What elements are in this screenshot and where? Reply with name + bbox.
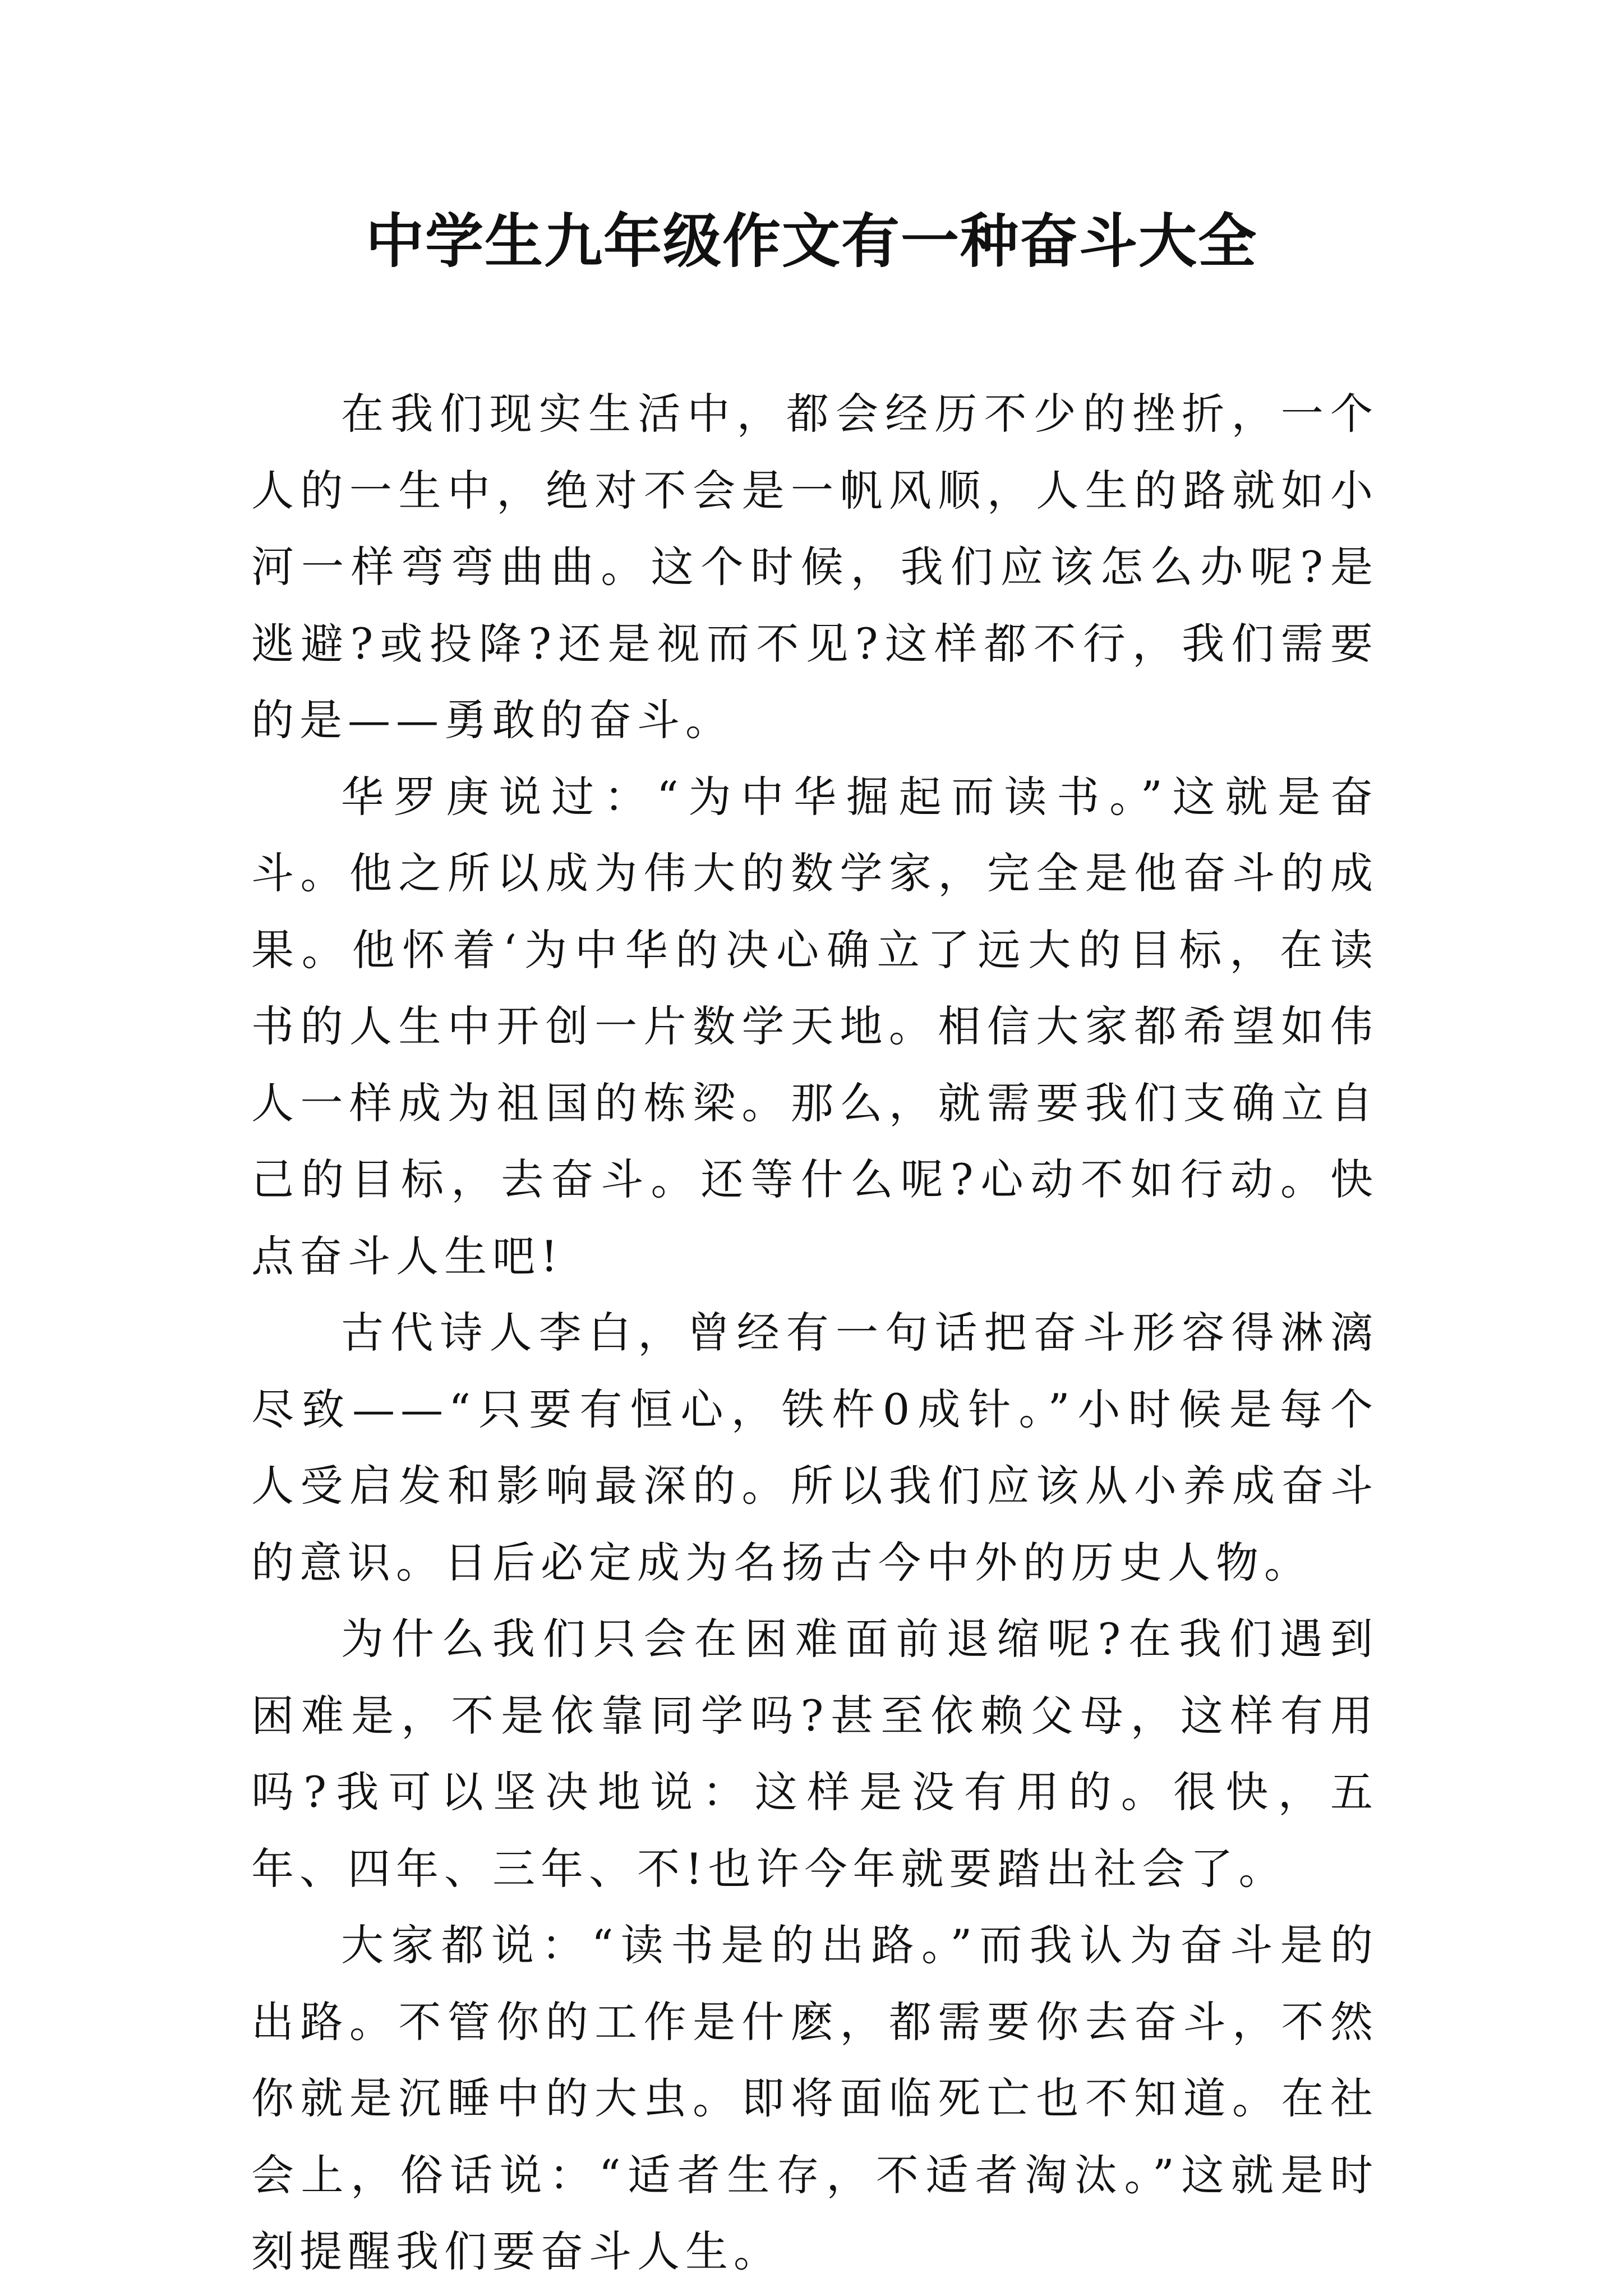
document-body [251, 376, 1378, 2290]
paragraph: 华罗庚说过：“为中华掘起而读书。”这就是奋斗。他之所以成为伟大的数学家，完全是他奋斗的成果。他怀着‘为中华的决心确立了远大的目标，在读书的人生中开创一片数学天地。相信大家都希望如伟人一样成为祖国的栋梁。那么，就需要我们支确立自己的目标，去奋斗。还等什么呢?心动不如行动。快点奋斗人生吧! [251, 771, 1378, 1281]
paragraph: 古代诗人李白，曾经有一句话把奋斗形容得淋漓尽致——“只要有恒心，铁杵0成针。”小时候是每个人受启发和影响最深的。所以我们应该从小养成奋斗的意识。日后必定成为名扬古今中外的历史人物。 [251, 1308, 1378, 1588]
paragraph: 为什么我们只会在困难面前退缩呢?在我们遇到困难是，不是依靠同学吗?甚至依赖父母，这样有用吗?我可以坚决地说：这样是没有用的。很快，五年、四年、三年、不!也许今年就要踏出社会了。 [251, 1614, 1378, 1894]
paragraph: 在我们现实生活中，都会经历不少的挫折，一个人的一生中，绝对不会是一帆风顺，人生的路就如小河一样弯弯曲曲。这个时候，我们应该怎么办呢?是逃避?或投降?还是视而不见?这样都不行，我们需要的是——勇敢的奋斗。 [251, 389, 1378, 745]
document-title: 中学生九年级作文有一种奋斗大全 [365, 207, 1257, 275]
paragraph: 大家都说：“读书是的出路。”而我认为奋斗是的出路。不管你的工作是什麽，都需要你去奋斗，不然你就是沉睡中的大虫。即将面临死亡也不知道。在社会上，俗话说：“适者生存，不适者淘汰。”这就是时刻提醒我们要奋斗人生。 [251, 1920, 1378, 2276]
